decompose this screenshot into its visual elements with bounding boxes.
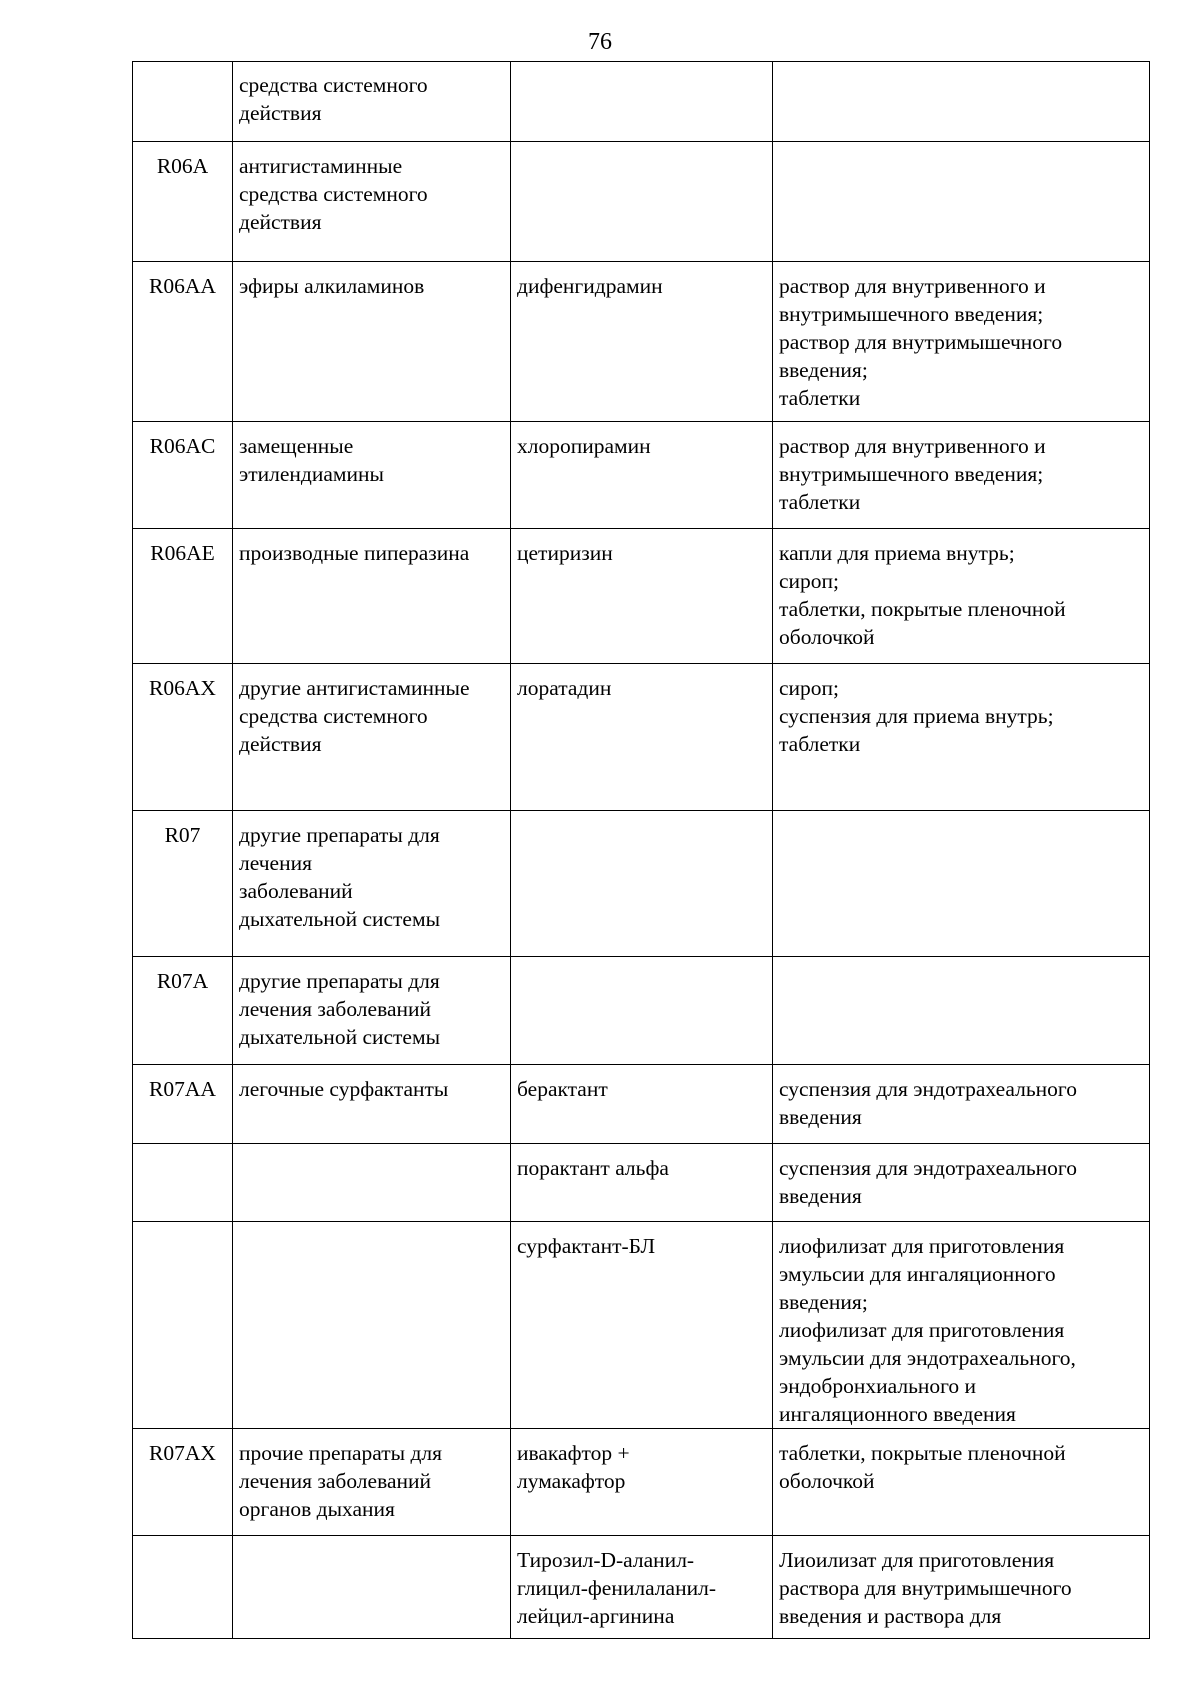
dosage-form-cell: суспензия для эндотрахеального введения: [773, 1144, 1150, 1222]
pharmacological-group-cell: средства системного действия: [233, 62, 511, 142]
table-row: [133, 811, 1150, 957]
pharmacological-group-cell: эфиры алкиламинов: [233, 262, 511, 422]
dosage-form-cell: таблетки, покрытые пленочной оболочкой: [773, 1429, 1150, 1536]
drug-name-cell: хлоропирамин: [511, 422, 773, 529]
table-row: [133, 262, 1150, 422]
atc-code-cell: R06AX: [133, 664, 233, 811]
table-row: [133, 142, 1150, 262]
drug-name-cell: цетиризин: [511, 529, 773, 664]
pharmacological-group-cell: прочие препараты для лечения заболеваний органов дыхания: [233, 1429, 511, 1536]
atc-code-cell: R06A: [133, 142, 233, 262]
table-row: [133, 664, 1150, 811]
pharmacological-group-cell: [233, 1144, 511, 1222]
atc-code-cell: [133, 1536, 233, 1639]
table-row: [133, 529, 1150, 664]
pharmacological-group-cell: производные пиперазина: [233, 529, 511, 664]
dosage-form-cell: сироп; суспензия для приема внутрь; таблетки: [773, 664, 1150, 811]
table-row: [133, 957, 1150, 1065]
atc-code-cell: R06AA: [133, 262, 233, 422]
atc-code-cell: R06AC: [133, 422, 233, 529]
table-row: [133, 1222, 1150, 1429]
table-row: [133, 1144, 1150, 1222]
drug-table: [132, 61, 1150, 1639]
table-row: [133, 422, 1150, 529]
atc-code-cell: R06AE: [133, 529, 233, 664]
table-row: [133, 62, 1150, 142]
drug-name-cell: Тирозил-D-аланил- глицил-фенилаланил- лейцил-аргинина: [511, 1536, 773, 1639]
dosage-form-cell: суспензия для эндотрахеального введения: [773, 1065, 1150, 1144]
pharmacological-group-cell: другие препараты для лечения заболеваний дыхательной системы: [233, 811, 511, 957]
table-row: [133, 1429, 1150, 1536]
atc-code-cell: [133, 1222, 233, 1429]
dosage-form-cell: [773, 811, 1150, 957]
drug-name-cell: [511, 957, 773, 1065]
drug-name-cell: лоратадин: [511, 664, 773, 811]
dosage-form-cell: [773, 957, 1150, 1065]
drug-name-cell: сурфактант-БЛ: [511, 1222, 773, 1429]
pharmacological-group-cell: другие препараты для лечения заболеваний дыхательной системы: [233, 957, 511, 1065]
drug-name-cell: [511, 62, 773, 142]
pharmacological-group-cell: [233, 1536, 511, 1639]
atc-code-cell: [133, 1144, 233, 1222]
atc-code-cell: R07AA: [133, 1065, 233, 1144]
drug-name-cell: [511, 811, 773, 957]
drug-name-cell: ивакафтор + лумакафтор: [511, 1429, 773, 1536]
pharmacological-group-cell: легочные сурфактанты: [233, 1065, 511, 1144]
dosage-form-cell: раствор для внутривенного и внутримышечного введения; таблетки: [773, 422, 1150, 529]
dosage-form-cell: капли для приема внутрь; сироп; таблетки, покрытые пленочной оболочкой: [773, 529, 1150, 664]
drug-name-cell: [511, 142, 773, 262]
drug-name-cell: берактант: [511, 1065, 773, 1144]
atc-code-cell: R07AX: [133, 1429, 233, 1536]
pharmacological-group-cell: антигистаминные средства системного действия: [233, 142, 511, 262]
atc-code-cell: R07A: [133, 957, 233, 1065]
atc-code-cell: R07: [133, 811, 233, 957]
page-number: 76: [588, 29, 612, 55]
drug-name-cell: порактант альфа: [511, 1144, 773, 1222]
table-row: [133, 1536, 1150, 1639]
dosage-form-cell: [773, 142, 1150, 262]
pharmacological-group-cell: [233, 1222, 511, 1429]
dosage-form-cell: раствор для внутривенного и внутримышечного введения; раствор для внутримышечного введения; таблетки: [773, 262, 1150, 422]
dosage-form-cell: Лиоилизат для приготовления раствора для внутримышечного введения и раствора для: [773, 1536, 1150, 1639]
table-row: [133, 1065, 1150, 1144]
pharmacological-group-cell: другие антигистаминные средства системного действия: [233, 664, 511, 811]
atc-code-cell: [133, 62, 233, 142]
dosage-form-cell: [773, 62, 1150, 142]
pharmacological-group-cell: замещенные этилендиамины: [233, 422, 511, 529]
dosage-form-cell: лиофилизат для приготовления эмульсии для ингаляционного введения; лиофилизат для приготовления эмульсии для эндотрахеального, эндобронхиального и ингаляционного введения: [773, 1222, 1150, 1429]
drug-name-cell: дифенгидрамин: [511, 262, 773, 422]
